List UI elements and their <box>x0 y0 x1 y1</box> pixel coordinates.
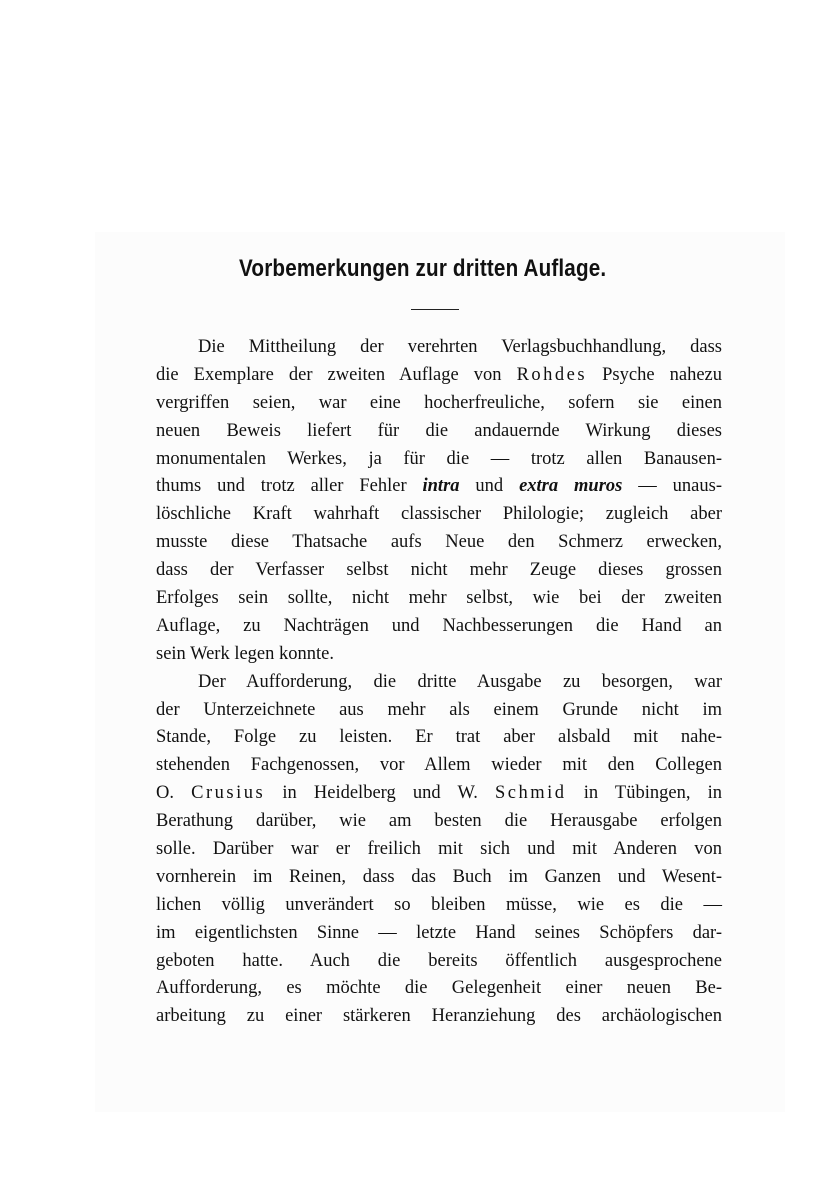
text-line: der Unterzeichnete aus mehr als einem Grunde nicht im <box>156 699 722 720</box>
text-line: vergriffen seien, war eine hocherfreuliche, sofern sie einen <box>156 392 722 413</box>
person-name-spaced: Crusius <box>191 783 266 804</box>
text-line: lichen völlig unverändert so bleiben müsse, wie es die — <box>156 894 722 915</box>
paragraph-2 <box>156 669 722 1032</box>
text-line: stehenden Fachgenossen, vor Allem wieder mit den Collegen <box>156 755 722 776</box>
text-line: Erfolges sein sollte, nicht mehr selbst, wie bei der zweiten <box>156 588 722 609</box>
text-line: thums und trotz aller Fehler intra und extra muros — unaus- <box>156 476 722 497</box>
author-name-spaced: Rohdes <box>516 364 588 385</box>
text-line: neuen Beweis liefert für die andauernde Wirkung dieses <box>156 420 722 441</box>
text-line: Der Aufforderung, die dritte Ausgabe zu besorgen, war <box>198 671 722 692</box>
text-line: im eigentlichsten Sinne — letzte Hand seines Schöpfers dar- <box>156 922 722 943</box>
text-line: Aufforderung, es möchte die Gelegenheit einer neuen Be- <box>156 978 722 999</box>
text-line: arbeitung zu einer stärkeren Heranziehung des archäologischen <box>156 1006 722 1027</box>
text-line: sein Werk legen konnte. <box>156 643 334 664</box>
text-line: löschliche Kraft wahrhaft classischer Philologie; zugleich aber <box>156 504 722 525</box>
text-line: Berathung darüber, wie am besten die Herausgabe erfolgen <box>156 811 722 832</box>
text-line: Die Mittheilung der verehrten Verlagsbuchhandlung, dass <box>198 337 722 357</box>
paragraph-1 <box>156 334 722 669</box>
text-line: Auflage, zu Nachträgen und Nachbesserungen die Hand an <box>156 615 722 636</box>
text-line: solle. Darüber war er freilich mit sich und mit Anderen von <box>156 839 722 860</box>
body-text <box>156 334 722 1031</box>
text-line: monumentalen Werkes, ja für die — trotz allen Banausen- <box>156 448 722 469</box>
text-line: die Exemplare der zweiten Auflage von Rohdes Psyche nahezu <box>156 364 723 385</box>
latin-phrase: intra <box>422 476 460 497</box>
person-name-spaced: Schmid <box>495 783 567 804</box>
latin-phrase: extra muros <box>519 476 623 497</box>
title-divider-rule <box>411 309 459 310</box>
text-line: geboten hatte. Auch die bereits öffentlich ausgesprochene <box>156 950 722 971</box>
page-title: Vorbemerkungen zur dritten Auflage. <box>239 255 607 282</box>
text-line: O. Crusius in Heidelberg und W. Schmid in Tübingen, in <box>156 783 722 804</box>
text-line: Stande, Folge zu leisten. Er trat aber alsbald mit nahe- <box>156 727 722 748</box>
text-line: dass der Verfasser selbst nicht mehr Zeuge dieses grossen <box>156 560 722 581</box>
text-line: vornherein im Reinen, dass das Buch im Ganzen und Wesent- <box>156 866 722 887</box>
text-line: musste diese Thatsache aufs Neue den Schmerz erwecken, <box>156 532 722 553</box>
